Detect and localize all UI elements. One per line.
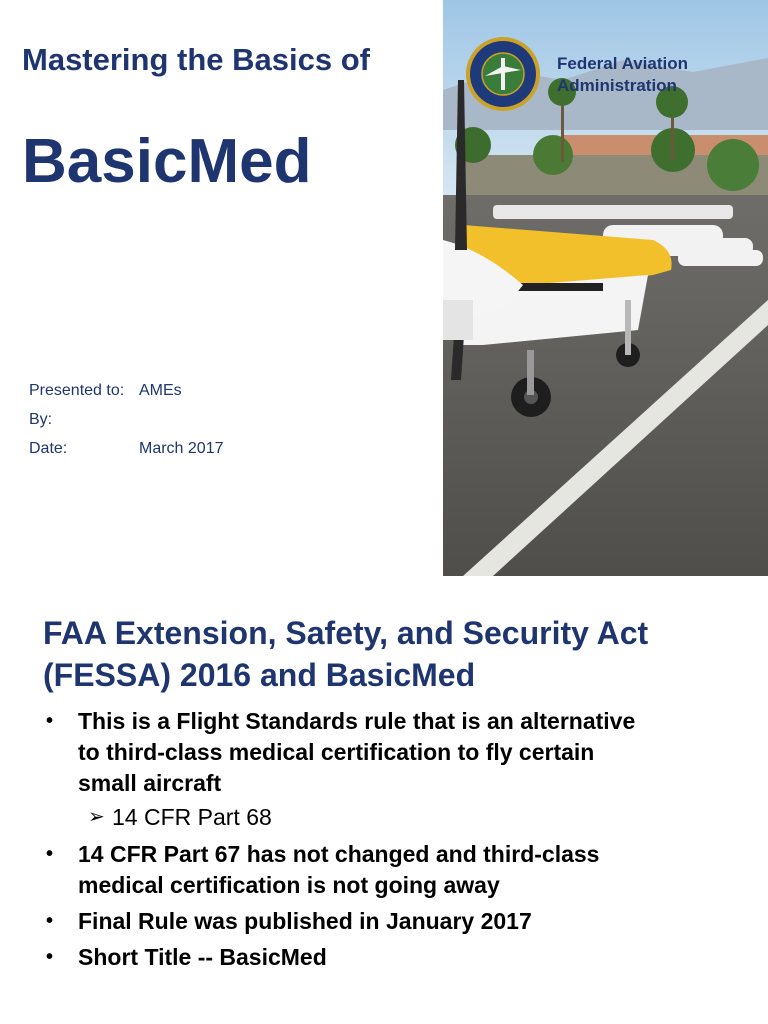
bullet-line: This is a Flight Standards rule that is an alternative [78,708,636,734]
slide-heading [43,612,743,696]
meta-date [29,434,224,463]
meta-value: AMEs [139,381,182,399]
slide-subtitle: Mastering the Basics of [22,42,370,77]
bullet-line: small aircraft [78,770,222,796]
bullet-item [0,906,718,937]
airfield-photo [443,0,768,576]
meta-value: March 2017 [139,439,224,457]
bullet-line: 14 CFR Part 67 has not changed and third-class [78,841,600,867]
bullet-dot-icon: • [46,910,54,932]
content-slide [0,576,768,1024]
meta-label: Date: [29,439,68,457]
bullet-line: to third-class medical certification to fly certain [78,739,595,765]
bullet-dot-icon: • [46,946,54,968]
bullet-item [0,706,718,799]
heading-line: (FESSA) 2016 and BasicMed [43,657,476,693]
bullet-dot-icon: • [46,843,54,865]
faa-seal-icon [465,36,541,112]
bullet-dot-icon: • [46,710,54,732]
bullet-line: Final Rule was published in January 2017 [78,908,532,934]
sub-bullet-text: 14 CFR Part 68 [112,804,272,830]
bullet-line: medical certification is not going away [78,872,500,898]
bullet-item [0,942,718,973]
agency-line: Administration [557,76,677,95]
presentation-meta [29,376,224,463]
heading-line: FAA Extension, Safety, and Security Act [43,615,649,651]
bullet-list [0,706,768,978]
sub-bullet-item [0,802,768,833]
slide-title: BasicMed [22,127,312,196]
agency-line: Federal Aviation [557,54,688,73]
meta-label: By: [29,410,53,428]
bullet-line: Short Title -- BasicMed [78,944,327,970]
bullet-item [0,839,718,901]
meta-label: Presented to: [29,381,125,399]
arrow-bullet-icon: ➢ [88,806,105,828]
meta-presented-to [29,376,224,405]
meta-by [29,405,224,434]
agency-name [557,53,767,97]
